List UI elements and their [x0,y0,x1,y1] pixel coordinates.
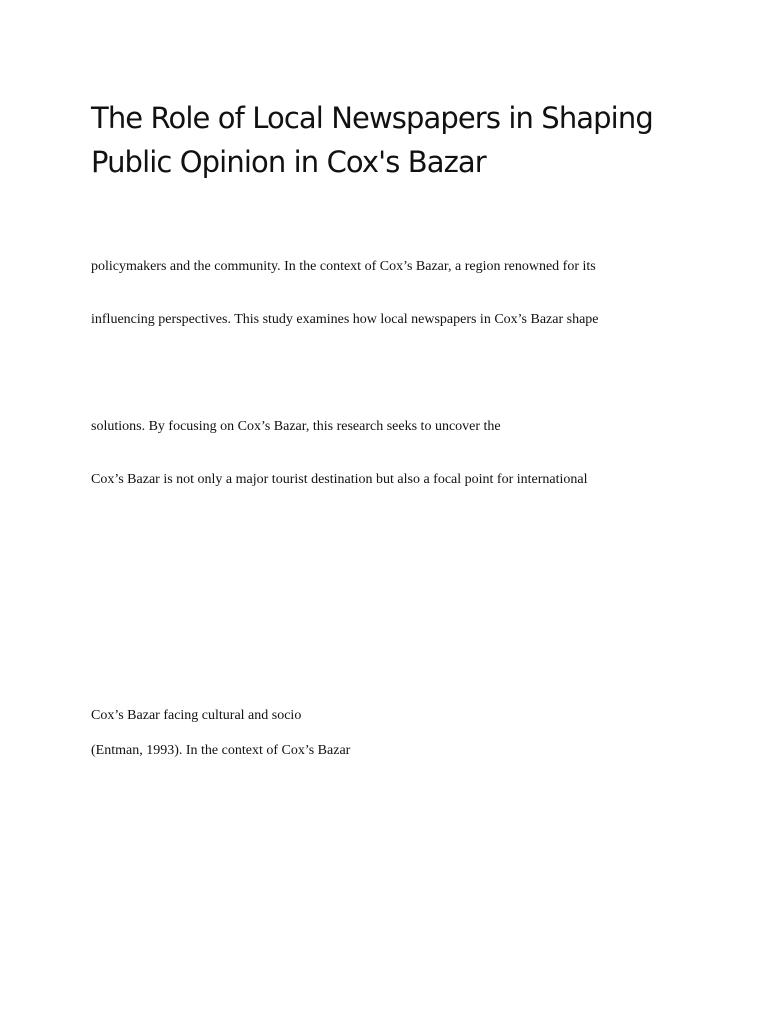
paragraph-4: Cox’s Bazar is not only a major tourist destination but also a focal point for international [91,472,588,487]
paragraph-1: policymakers and the community. In the context of Cox’s Bazar, a region renowned for its [91,259,596,274]
paragraph-3: solutions. By focusing on Cox’s Bazar, this research seeks to uncover the [91,419,501,434]
paragraph-6: (Entman, 1993). In the context of Cox’s Bazar [91,743,351,758]
document-title: The Role of Local Newspapers in Shaping Public Opinion in Cox's Bazar [91,101,653,179]
paragraph-2: influencing perspectives. This study examines how local newspapers in Cox’s Bazar shape [91,312,599,327]
paragraph-5: Cox’s Bazar facing cultural and socio [91,708,302,723]
